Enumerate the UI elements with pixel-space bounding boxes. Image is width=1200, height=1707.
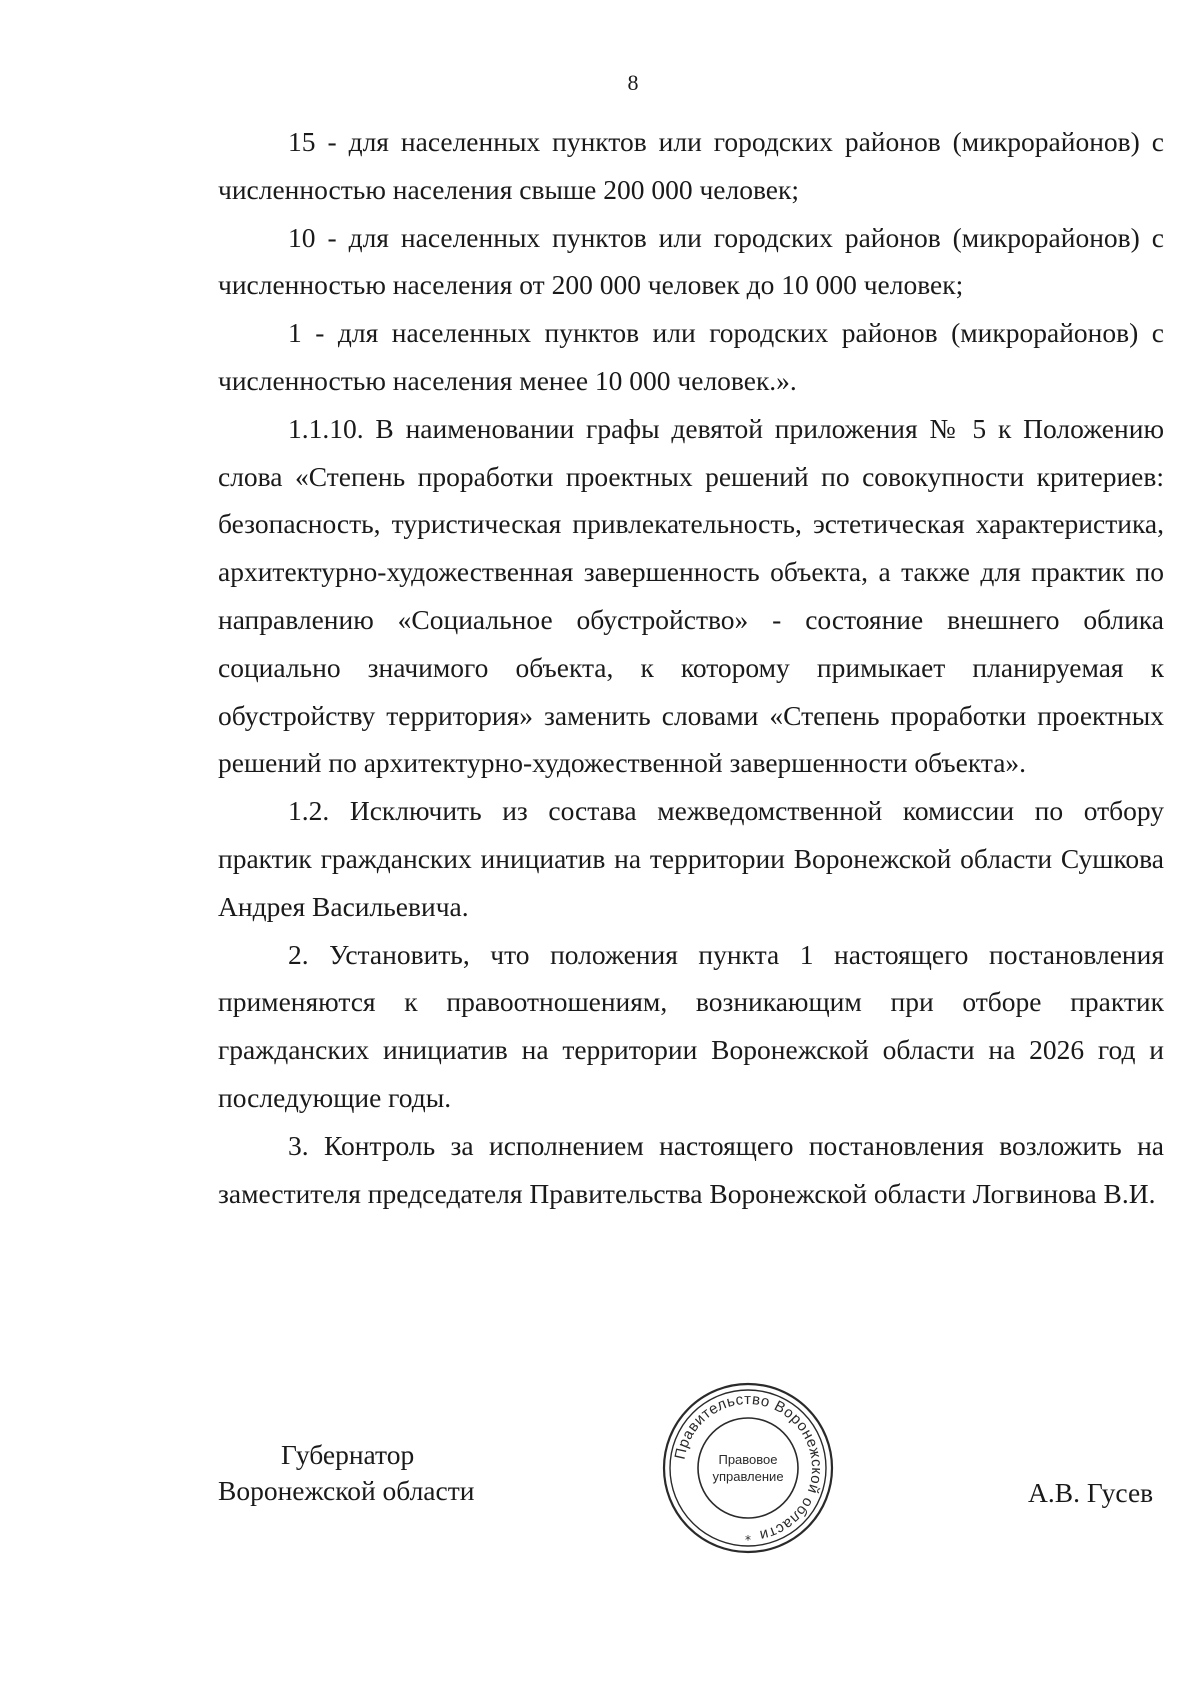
stamp-center-line2: управление bbox=[712, 1469, 784, 1484]
stamp-star: * bbox=[745, 1533, 751, 1547]
document-body bbox=[218, 118, 1164, 1217]
paragraph: 10 - для населенных пунктов или городских районов (микрорайонов) с численностью населения от 200 000 человек до 10 000 человек; bbox=[218, 221, 1164, 301]
official-stamp bbox=[660, 1380, 836, 1556]
signatory-title: Губернатор bbox=[281, 1439, 415, 1470]
paragraph: 1.1.10. В наименовании графы девятой приложения № 5 к Положению слова «Степень проработки проектных решений по совокупности критериев: безопасность, туристическая привлекательность, эстетическая характеристика, архитектурно-художественная завершенность объекта, а также для практик по направлению «Социальное обустройство» - состояние внешнего облика социально значимого объекта, к которому примыкает планируемая к обустройству территория» заменить словами «Степень проработки проектных решений по архитектурно-художественной завершенности объекта». bbox=[218, 412, 1164, 779]
paragraph: 2. Установить, что положения пункта 1 настоящего постановления применяются к правоотношениям, возникающим при отборе практик гражданских инициатив на территории Воронежской области на 2026 год и последующие годы. bbox=[218, 938, 1164, 1113]
signatory-position bbox=[218, 1437, 474, 1509]
paragraph: 15 - для населенных пунктов или городских районов (микрорайонов) с численностью населения свыше 200 000 человек; bbox=[218, 126, 1164, 205]
signatory-name: А.В. Гусев bbox=[1028, 1477, 1154, 1508]
paragraph: 3. Контроль за исполнением настоящего постановления возложить на заместителя председателя Правительства Воронежской области Логвинова В.И. bbox=[218, 1129, 1164, 1209]
page-number: 8 bbox=[627, 70, 639, 95]
signature-block bbox=[0, 1437, 1200, 1577]
paragraph: 1 - для населенных пунктов или городских районов (микрорайонов) с численностью населения менее 10 000 человек.». bbox=[218, 317, 1164, 396]
stamp-ring-text: Правительство Воронежской области bbox=[671, 1390, 826, 1544]
paragraph: 1.2. Исключить из состава межведомственной комиссии по отбору практик гражданских инициатив на территории Воронежской области Сушкова Андрея Васильевича. bbox=[218, 795, 1164, 922]
stamp-center-line1: Правовое bbox=[718, 1452, 778, 1467]
signatory-region: Воронежской области bbox=[218, 1475, 475, 1506]
